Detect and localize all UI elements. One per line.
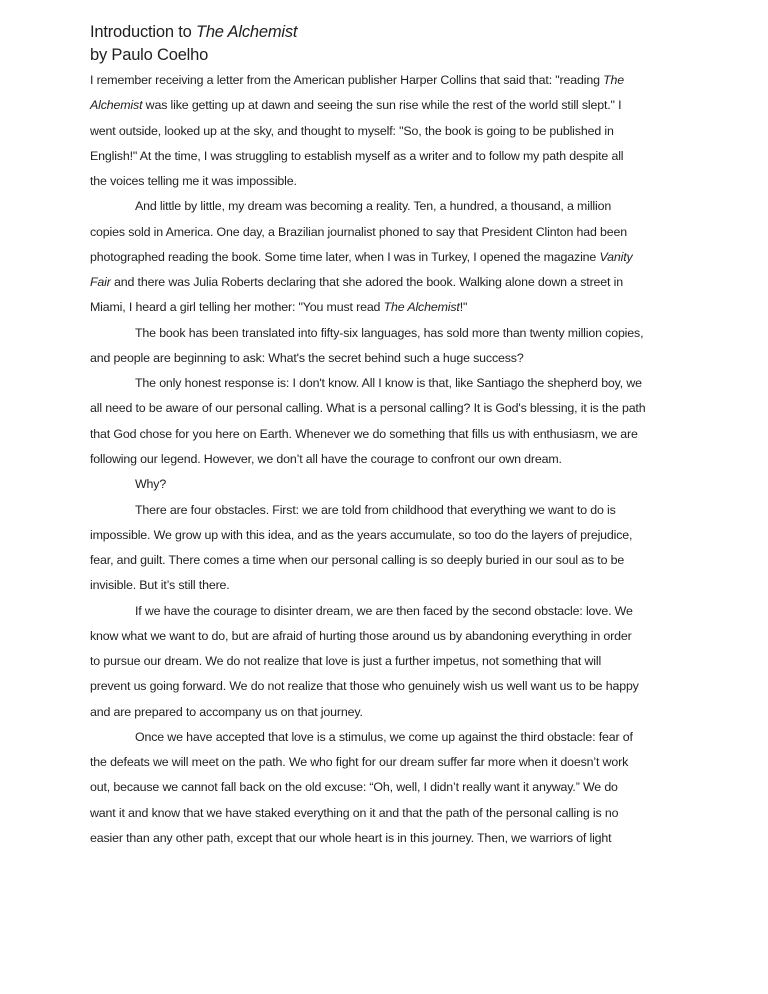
text-segment: the voices telling me it was impossible. (90, 174, 297, 189)
text-line (90, 270, 662, 295)
text-segment: prevent us going forward. We do not realize that those who genuinely wish us well want us to be happy (90, 679, 639, 694)
text-line (90, 674, 662, 699)
text-segment: photographed reading the book. Some time later, when I was in Turkey, I opened the magazine (90, 249, 600, 264)
document-title (90, 21, 662, 44)
italic-text-segment: Vanity (599, 249, 633, 264)
text-segment: The book has been translated into fifty-six languages, has sold more than twenty million copies, (135, 325, 644, 340)
text-segment: and people are beginning to ask: What's the secret behind such a huge success? (90, 350, 524, 365)
italic-text-segment: Fair (90, 275, 111, 290)
text-line (90, 422, 662, 447)
text-line (90, 371, 662, 396)
document-byline: by Paulo Coelho (90, 46, 209, 64)
text-segment: the defeats we will meet on the path. We who fight for our dream suffer far more when it doesn’t work (90, 755, 629, 770)
text-line (90, 194, 662, 219)
text-segment: The only honest response is: I don't know. All I know is that, like Santiago the shepherd boy, we (135, 376, 642, 391)
text-segment: Miami, I heard a girl telling her mother: "You must read (90, 300, 384, 315)
text-segment: And little by little, my dream was becoming a reality. Ten, a hundred, a thousand, a million (135, 199, 612, 214)
text-segment: and are prepared to accompany us on that journey. (90, 704, 363, 719)
text-segment: all need to be aware of our personal calling. What is a personal calling? It is God's blessing, it is the path (90, 401, 646, 416)
text-line (90, 447, 662, 472)
text-segment: !" (459, 300, 468, 315)
document-content (90, 21, 662, 851)
text-line (90, 725, 662, 750)
text-segment: want it and know that we have staked everything on it and that the path of the personal calling is no (90, 805, 619, 820)
text-line (90, 523, 662, 548)
text-segment: to pursue our dream. We do not realize that love is just a further impetus, not something that will (90, 654, 602, 669)
text-segment: and there was Julia Roberts declaring that she adored the book. Walking alone down a street in (110, 275, 623, 290)
text-segment: Once we have accepted that love is a stimulus, we come up against the third obstacle: fear of (135, 729, 633, 744)
text-line (90, 498, 662, 523)
text-line (90, 68, 662, 93)
text-line (90, 220, 662, 245)
title-book-name: The Alchemist (195, 23, 298, 41)
text-line (90, 169, 662, 194)
text-segment: Why? (135, 477, 167, 492)
text-segment: fear, and guilt. There comes a time when our personal calling is so deeply buried in our soul as to be (90, 553, 625, 568)
text-segment: following our legend. However, we don’t all have the courage to confront our own dream. (90, 451, 562, 466)
text-segment: If we have the courage to disinter dream, we are then faced by the second obstacle: love. We (135, 603, 633, 618)
text-line (90, 750, 662, 775)
text-line (90, 573, 662, 598)
title-block (90, 21, 662, 67)
text-segment: out, because we cannot fall back on the old excuse: “Oh, well, I didn’t really want it anyway.” We do (90, 780, 618, 795)
text-line (90, 346, 662, 371)
text-line (90, 624, 662, 649)
italic-text-segment: Alchemist (90, 98, 143, 113)
text-segment: invisible. But it’s still there. (90, 578, 230, 593)
text-line (90, 775, 662, 800)
text-line (90, 599, 662, 624)
text-line (90, 144, 662, 169)
italic-text-segment: The (603, 73, 625, 87)
text-segment: English!" At the time, I was struggling to establish myself as a writer and to follow my path despite all (90, 148, 624, 163)
text-segment: that God chose for you here on Earth. Whenever we do something that fills us with enthusiasm, we are (90, 426, 638, 441)
text-line (90, 801, 662, 826)
text-line (90, 396, 662, 421)
text-segment: copies sold in America. One day, a Brazilian journalist phoned to say that President Clinton had been (90, 224, 628, 239)
body-text (90, 68, 662, 851)
text-line (90, 295, 662, 320)
text-line (90, 548, 662, 573)
text-line (90, 93, 662, 118)
italic-text-segment: The Alchemist (383, 300, 460, 315)
text-segment: went outside, looked up at the sky, and thought to myself: "So, the book is going to be published in (90, 123, 614, 138)
text-line (90, 826, 662, 851)
text-line (90, 649, 662, 674)
text-segment: easier than any other path, except that our whole heart is in this journey. Then, we warriors of light (90, 830, 612, 845)
text-line (90, 472, 662, 497)
text-line (90, 321, 662, 346)
text-line (90, 700, 662, 725)
text-line (90, 119, 662, 144)
text-segment: impossible. We grow up with this idea, and as the years accumulate, so too do the layers of prejudice, (90, 527, 633, 542)
text-segment: know what we want to do, but are afraid of hurting those around us by abandoning everything in order (90, 628, 632, 643)
text-line (90, 245, 662, 270)
text-segment: was like getting up at dawn and seeing the sun rise while the rest of the world still slept." I (142, 98, 622, 113)
text-segment: I remember receiving a letter from the American publisher Harper Collins that said that: "reading (90, 73, 604, 87)
text-segment: There are four obstacles. First: we are told from childhood that everything we want to do is (135, 502, 616, 517)
title-prefix: Introduction to (90, 23, 196, 41)
